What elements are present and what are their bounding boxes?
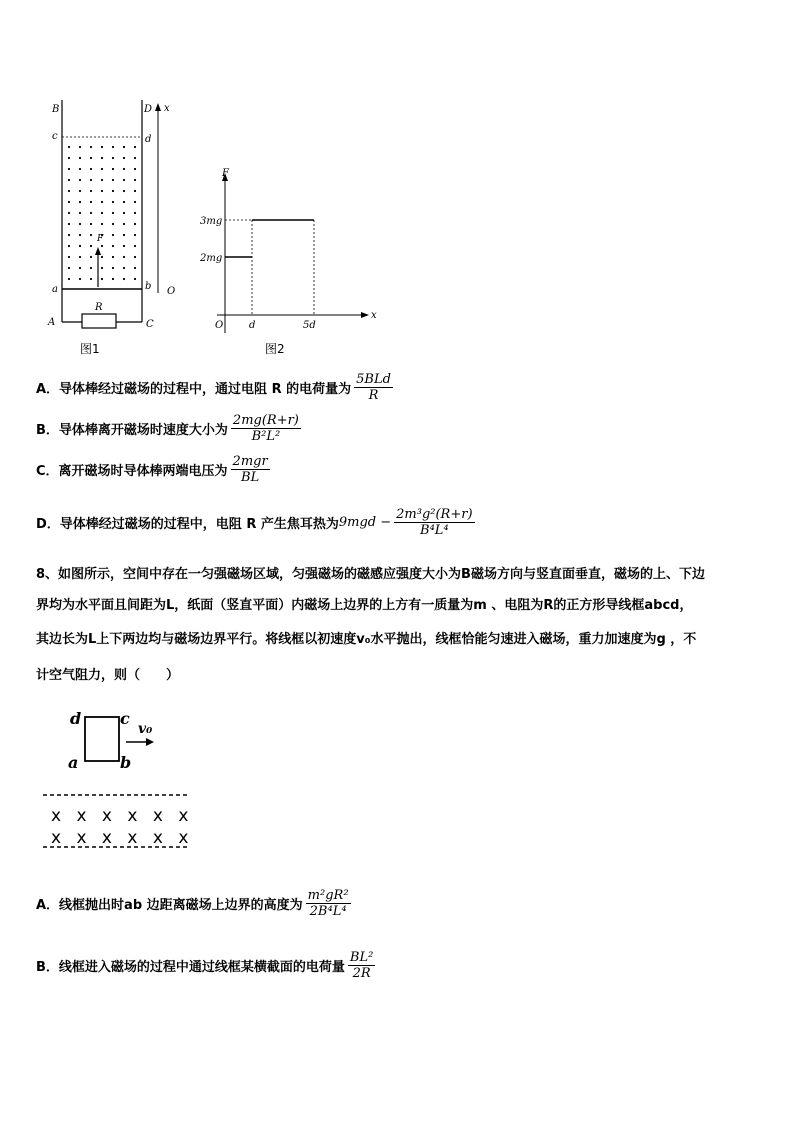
q7-option-b-text: B．导体棒离开磁场时速度大小为 [36, 423, 228, 438]
field-dot [68, 223, 70, 225]
q8-option-b [36, 950, 378, 981]
field-dot [79, 245, 81, 247]
field-dot [79, 146, 81, 148]
field-dot [112, 179, 114, 181]
field-dot [90, 234, 92, 236]
field-dot [101, 278, 103, 280]
fig2-label-O: O [215, 320, 224, 331]
q8-line-3: 其边长为L上下两边均与磁场边界平行。将线框以初速度v₀水平抛出，线框恰能匀速进入磁场，重力加速度为g ，不 [36, 632, 697, 647]
field-dot [134, 201, 136, 203]
field-dot [134, 245, 136, 247]
field-dot [79, 256, 81, 258]
field-dot [90, 201, 92, 203]
field-dot [68, 256, 70, 258]
fig3-field-row-2: x x x x x x [51, 828, 194, 848]
fig2-label-2mg: 2mg [200, 253, 223, 264]
magnetic-field-dots [68, 146, 136, 280]
field-dot [90, 179, 92, 181]
q8-option-b-fraction [348, 950, 375, 981]
q7-option-b-fraction [231, 413, 301, 444]
q7-option-b-denominator: B²L² [251, 429, 281, 444]
fig3-label-v0: v₀ [138, 721, 153, 737]
figure-2-caption: 图2 [265, 342, 285, 356]
field-dot [68, 190, 70, 192]
field-dot [112, 267, 114, 269]
field-dot [101, 146, 103, 148]
field-dot [79, 223, 81, 225]
q7-option-c [36, 454, 273, 485]
field-dot [79, 234, 81, 236]
q7-option-c-fraction [231, 454, 270, 485]
field-dot [134, 267, 136, 269]
field-dot [112, 212, 114, 214]
q7-option-d-fraction [394, 507, 474, 538]
field-dot [68, 267, 70, 269]
q7-option-d-numerator: 2m³g²(R+r) [396, 507, 473, 522]
field-dot [79, 179, 81, 181]
field-dot [101, 168, 103, 170]
fig3-label-c: c [120, 709, 130, 728]
fig2-label-x: x [371, 310, 377, 321]
q7-option-a-fraction [354, 372, 393, 403]
fig1-label-b: b [145, 281, 152, 292]
field-dot [123, 234, 125, 236]
field-dot [68, 245, 70, 247]
q8-option-b-text: B．线框进入磁场的过程中通过线框某横截面的电荷量 [36, 960, 345, 975]
field-dot [123, 201, 125, 203]
field-dot [90, 278, 92, 280]
field-dot [112, 157, 114, 159]
fig1-label-F: F [97, 234, 104, 244]
field-dot [68, 201, 70, 203]
field-dot [90, 223, 92, 225]
field-dot [134, 278, 136, 280]
q8-line-4: 计空气阻力，则（ ） [36, 668, 180, 683]
field-dot [101, 245, 103, 247]
fig1-label-A: A [48, 317, 56, 328]
field-dot [101, 179, 103, 181]
field-dot [79, 201, 81, 203]
figure-1-caption: 图1 [80, 342, 100, 356]
figure-2 [195, 165, 380, 340]
fig1-label-C: C [146, 319, 154, 330]
field-dot [134, 168, 136, 170]
field-dot [134, 146, 136, 148]
figure-3 [40, 700, 210, 860]
field-dot [134, 256, 136, 258]
field-dot [101, 256, 103, 258]
field-dot [112, 234, 114, 236]
q7-option-a [36, 372, 396, 403]
field-dot [123, 168, 125, 170]
fig2-label-d: d [249, 320, 256, 331]
q8-line-2: 界均为水平面且间距为L，纸面（竖直平面）内磁场上边界的上方有一质量为m 、电阻为R的正方形导线框abcd， [36, 598, 693, 613]
q7-option-d-prefix: 9mgd − [338, 515, 392, 530]
q7-option-c-numerator: 2mgr [232, 454, 268, 469]
field-dot [90, 256, 92, 258]
field-dot [101, 212, 103, 214]
field-dot [112, 256, 114, 258]
field-dot [101, 190, 103, 192]
field-dot [68, 146, 70, 148]
field-dot [123, 256, 125, 258]
field-dot [79, 278, 81, 280]
fig1-label-B: B [52, 104, 60, 115]
field-dot [112, 278, 114, 280]
fig3-field-row-1: x x x x x x [51, 806, 194, 826]
field-dot [134, 223, 136, 225]
fig1-label-d: d [145, 134, 152, 145]
fig1-label-x: x [164, 103, 170, 114]
field-dot [68, 278, 70, 280]
fig1-label-c: c [52, 131, 58, 142]
field-dot [112, 190, 114, 192]
field-dot [123, 278, 125, 280]
figure-1 [40, 95, 200, 340]
field-dot [90, 245, 92, 247]
q8-option-a-numerator: m²gR² [307, 888, 349, 903]
field-dot [68, 168, 70, 170]
q8-option-a-text: A．线框抛出时ab 边距离磁场上边界的高度为 [36, 898, 303, 913]
q7-option-d-text: D．导体棒经过磁场的过程中，电阻 R 产生焦耳热为 [36, 517, 339, 532]
q8-option-a-denominator: 2B⁴L⁴ [309, 904, 347, 919]
q8-option-a [36, 888, 354, 919]
q8-line-1: 8、如图所示，空间中存在一匀强磁场区域，匀强磁场的磁感应强度大小为B磁场方向与竖直面垂直，磁场的上、下边 [36, 567, 705, 582]
fig1-label-D: D [144, 104, 153, 115]
field-dot [134, 212, 136, 214]
field-dot [123, 267, 125, 269]
q7-option-b [36, 413, 304, 444]
field-dot [123, 146, 125, 148]
q8-option-a-fraction [306, 888, 351, 919]
field-dot [112, 168, 114, 170]
field-dot [112, 223, 114, 225]
q7-option-b-numerator: 2mg(R+r) [232, 413, 299, 428]
fig1-label-O: O [167, 286, 176, 297]
field-dot [79, 190, 81, 192]
q7-option-a-text: A．导体棒经过磁场的过程中，通过电阻 R 的电荷量为 [36, 382, 352, 397]
q7-option-a-numerator: 5BLd [356, 372, 391, 387]
field-dot [101, 267, 103, 269]
field-dot [123, 223, 125, 225]
field-dot [134, 234, 136, 236]
field-dot [101, 157, 103, 159]
field-dot [123, 179, 125, 181]
fig3-label-b: b [120, 753, 132, 772]
field-dot [90, 190, 92, 192]
field-dot [123, 212, 125, 214]
field-dot [90, 212, 92, 214]
field-dot [90, 267, 92, 269]
field-dot [79, 212, 81, 214]
field-dot [90, 146, 92, 148]
field-dot [123, 245, 125, 247]
q7-option-d-denominator: B⁴L⁴ [420, 523, 449, 538]
field-dot [79, 267, 81, 269]
field-dot [134, 179, 136, 181]
fig3-label-a: a [68, 753, 79, 772]
q8-option-b-numerator: BL² [349, 950, 374, 965]
field-dot [101, 223, 103, 225]
fig1-label-R: R [95, 302, 103, 313]
field-dot [68, 212, 70, 214]
field-dot [90, 168, 92, 170]
field-dot [112, 245, 114, 247]
field-dot [79, 157, 81, 159]
field-dot [90, 157, 92, 159]
field-dot [68, 157, 70, 159]
q7-option-d [36, 507, 478, 538]
field-dot [134, 157, 136, 159]
field-dot [101, 201, 103, 203]
q7-option-c-text: C．离开磁场时导体棒两端电压为 [36, 464, 228, 479]
q8-option-b-denominator: 2R [352, 966, 371, 981]
field-dot [112, 146, 114, 148]
field-dot [68, 234, 70, 236]
fig2-label-F: F [222, 168, 229, 179]
field-dot [112, 201, 114, 203]
q7-option-a-denominator: R [368, 388, 379, 403]
field-dot [123, 190, 125, 192]
field-dot [123, 157, 125, 159]
field-dot [79, 168, 81, 170]
fig2-label-3mg: 3mg [200, 216, 223, 227]
fig2-label-5d: 5d [303, 320, 316, 331]
fig3-label-d: d [70, 709, 82, 728]
q7-option-c-denominator: BL [241, 470, 260, 485]
field-dot [134, 190, 136, 192]
fig1-label-a: a [52, 284, 58, 295]
field-dot [68, 179, 70, 181]
